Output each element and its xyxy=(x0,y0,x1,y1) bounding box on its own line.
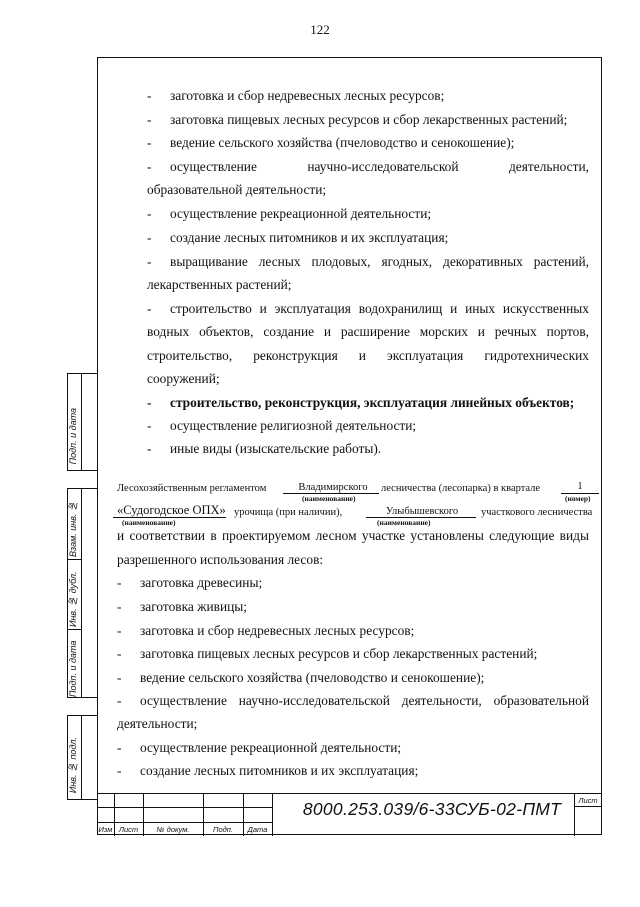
list-item: ведение сельского хозяйства (пчеловодство и сенокошение); xyxy=(170,135,515,150)
stamp-podp-data xyxy=(67,373,97,471)
bullet: - xyxy=(117,693,122,708)
list-item: ведение сельского хозяйства (пчеловодство и сенокошение); xyxy=(140,670,485,685)
list-item: выращивание лесных плодовых, ягодных, декоративных растений, xyxy=(170,254,589,269)
list-item: заготовка древесины; xyxy=(140,575,263,590)
bullet: - xyxy=(147,112,152,127)
bullet: - xyxy=(147,441,152,456)
bullet: - xyxy=(117,646,122,661)
tract-name: «Судогодское ОПХ» xyxy=(117,503,226,517)
list-item: осуществление научно-исследовательской деятельности, образовательной xyxy=(140,693,589,708)
list-item: осуществление научно-исследовательской деятельности, xyxy=(170,159,589,174)
list-item: создание лесных питомников и их эксплуатация; xyxy=(140,763,419,778)
col-izm: Изм xyxy=(98,825,113,834)
list-item: создание лесных питомников и их эксплуатация; xyxy=(170,230,449,245)
bullet: - xyxy=(117,740,122,755)
bullet: - xyxy=(117,623,122,638)
list-item-continuation: образовательной деятельности; xyxy=(147,182,327,197)
bullet: - xyxy=(117,670,122,685)
bullet: - xyxy=(147,159,152,174)
intro-line: и соответствии в проектируемом лесном участке установлены следующие виды xyxy=(117,528,589,543)
district-suffix: участкового лесничества xyxy=(481,507,593,518)
tract-suffix: урочища (при наличии), xyxy=(234,507,343,518)
col-doc-number: № докум. xyxy=(156,825,190,834)
list-item: строительство и эксплуатация водохранилищ и иных искусственных xyxy=(170,301,589,316)
list-item: заготовка пищевых лесных ресурсов и сбор лекарственных растений; xyxy=(170,112,568,127)
list-item-continuation: строительство, реконструкция и эксплуатация гидротехнических xyxy=(147,348,589,363)
list-item-continuation: лекарственных растений; xyxy=(147,277,292,292)
stamp-label: Инв. № подл. xyxy=(68,736,78,793)
list-item-continuation: деятельности; xyxy=(117,716,198,731)
bullet: - xyxy=(117,599,122,614)
list-item: заготовка и сбор недревесных лесных ресурсов; xyxy=(140,623,415,638)
sheet-label: Лист xyxy=(578,796,598,805)
list-item-bold: строительство, реконструкция, эксплуатация линейных объектов; xyxy=(170,395,575,410)
stamp-label: Инв. № дубл. xyxy=(68,571,78,627)
stamp-label: Подп. и дата xyxy=(68,640,78,697)
bullet: - xyxy=(147,135,152,150)
district-name: Улыбышевского xyxy=(385,506,459,517)
list-item: заготовка пищевых лесных ресурсов и сбор лекарственных растений; xyxy=(140,646,538,661)
bullet: - xyxy=(117,575,122,590)
list-item: осуществление рекреационной деятельности; xyxy=(170,206,432,221)
regulation-prefix: Лесохозяйственным регламентом xyxy=(117,483,267,494)
list-item: заготовка и сбор недревесных лесных ресурсов; xyxy=(170,88,445,103)
list-item: иные виды (изыскательские работы). xyxy=(170,441,382,456)
col-date: Дата xyxy=(247,825,268,834)
quarter-number: 1 xyxy=(577,481,583,492)
bullet: - xyxy=(147,206,152,221)
caption: (наименование) xyxy=(122,518,176,527)
document-code: 8000.253.039/6-33СУБ-02-ПМТ xyxy=(302,799,562,819)
col-signature: Подп. xyxy=(213,825,233,834)
bullet: - xyxy=(147,254,152,269)
stamp-vzam-inv-dubl xyxy=(67,488,97,698)
stamp-inv-podl xyxy=(67,715,97,800)
list-item: заготовка живицы; xyxy=(140,599,247,614)
caption: (наименование) xyxy=(377,518,431,527)
regulation-middle: лесничества (лесопарка) в квартале xyxy=(381,483,541,494)
list-item: осуществление религиозной деятельности; xyxy=(170,418,417,433)
bullet: - xyxy=(147,301,152,316)
stamp-label: Подп. и дата xyxy=(68,407,78,464)
title-block xyxy=(97,793,602,836)
bullet: - xyxy=(147,395,152,410)
caption: (номер) xyxy=(565,494,591,503)
page-number: 122 xyxy=(310,22,330,37)
list-item: осуществление рекреационной деятельности; xyxy=(140,740,402,755)
bullet: - xyxy=(147,230,152,245)
col-list: Лист xyxy=(118,825,139,834)
list-item-continuation: сооружений; xyxy=(147,371,220,386)
stamp-label: Взам. инв. № xyxy=(68,501,78,557)
bullet: - xyxy=(117,763,122,778)
intro-line: разрешенного использования лесов: xyxy=(117,552,324,567)
forestry-name: Владимирского xyxy=(298,482,368,493)
list-item-continuation: водных объектов, создание и расширение морских и речных портов, xyxy=(147,324,589,339)
bullet: - xyxy=(147,88,152,103)
caption: (наименование) xyxy=(302,494,356,503)
bullet: - xyxy=(147,418,152,433)
